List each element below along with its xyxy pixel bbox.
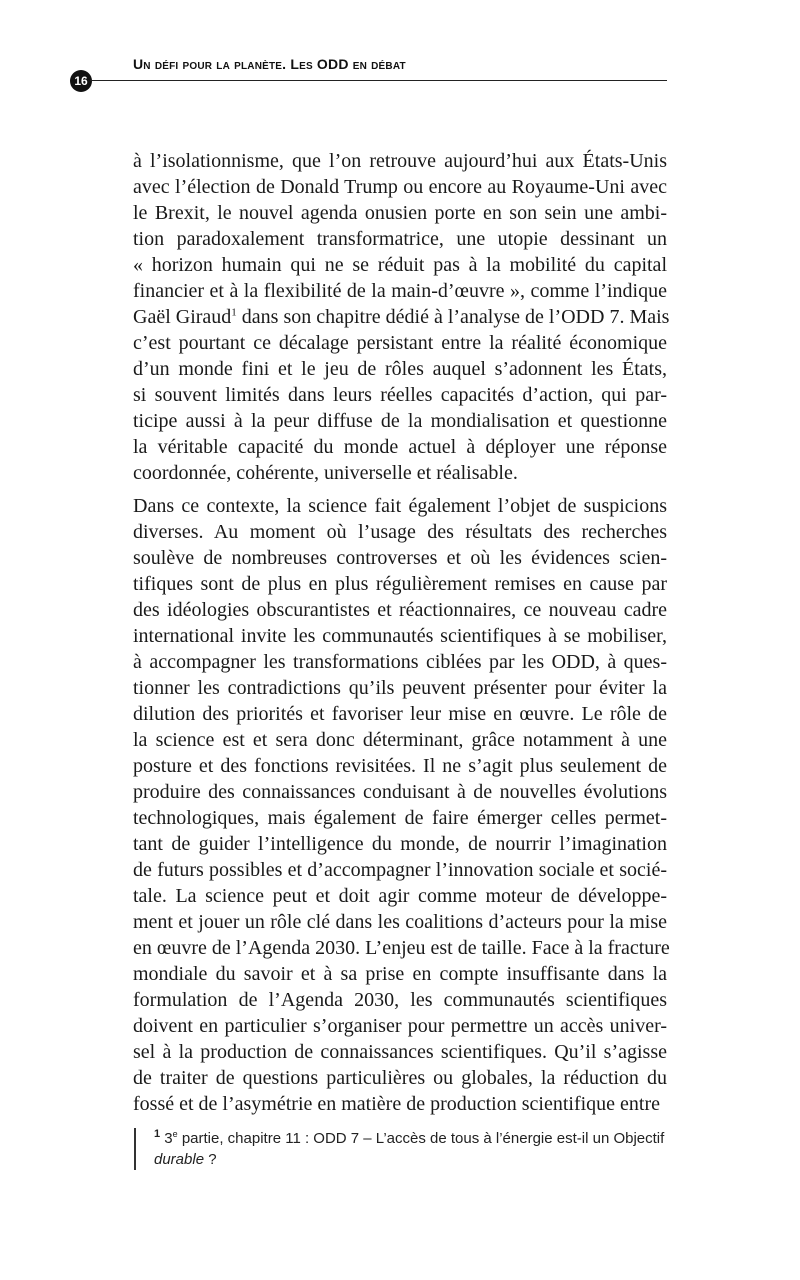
text-line: tale. La science peut et doit agir comme moteur de développe- <box>133 885 667 907</box>
paragraph <box>133 148 670 486</box>
text-line: « horizon humain qui ne se réduit pas à la mobilité du capital <box>133 254 667 276</box>
text-line: posture et des fonctions revisitées. Il ne s’agit plus seulement de <box>133 755 667 777</box>
text-line: ment et jouer un rôle clé dans les coalitions d’acteurs pour la mise <box>133 911 667 933</box>
text-line: en œuvre de l’Agenda 2030. L’enjeu est de taille. Face à la fracture <box>133 937 670 959</box>
text-line: le Brexit, le nouvel agenda onusien porte en son sein une ambi- <box>133 202 667 224</box>
text-line: coordonnée, cohérente, universelle et réalisable. <box>133 462 518 484</box>
text-line: tionner les contradictions qu’ils peuvent présenter pour éviter la <box>133 677 667 699</box>
text-line: tifiques sont de plus en plus régulièrement remises en cause par <box>133 573 667 595</box>
footnote-emphasis: durable <box>154 1151 205 1168</box>
text-line: à accompagner les transformations ciblées par les ODD, à ques- <box>133 651 667 673</box>
footnote-ordinal-suffix: e <box>172 1129 178 1139</box>
paragraph <box>133 493 670 1117</box>
text-line: avec l’élection de Donald Trump ou encore au Royaume-Uni avec <box>133 176 667 198</box>
text-line: c’est pourtant ce décalage persistant entre la réalité économique <box>133 332 667 354</box>
text-line: dilution des priorités et favoriser leur mise en œuvre. Le rôle de <box>133 703 667 725</box>
text-line: tant de guider l’intelligence du monde, de nourrir l’imagination <box>133 833 667 855</box>
text-line: Gaël Giraud$^1$ dans son chapitre dédié à l’analyse de l’ODD 7. Mais <box>133 306 670 328</box>
text-line: fossé et de l’asymétrie en matière de production scientifique entre <box>133 1093 661 1115</box>
text-line: de traiter de questions particulières ou globales, la réduction du <box>133 1067 667 1089</box>
text-line: d’un monde fini et le jeu de rôles auquel s’adonnent les États, <box>133 358 667 380</box>
footnote-ordinal: 3 <box>164 1130 173 1147</box>
footnote <box>134 1128 694 1170</box>
footnote-tail: ? <box>204 1151 217 1168</box>
body-text <box>133 148 670 1124</box>
text-line: doivent en particulier s’organiser pour permettre un accès univer- <box>133 1015 667 1037</box>
header-rule <box>90 80 667 81</box>
text-line: la science est et sera donc déterminant, grâce notamment à une <box>133 729 667 751</box>
text-line: formulation de l’Agenda 2030, les communautés scientifiques <box>133 989 667 1011</box>
text-line: produire des connaissances conduisant à de nouvelles évolutions <box>133 781 667 803</box>
text-line: à l’isolationnisme, que l’on retrouve aujourd’hui aux États-Unis <box>133 150 667 172</box>
text-line: soulève de nombreuses controverses et où les évidences scien- <box>133 547 667 569</box>
running-title: Un défi pour la planète. Les ODD en débat <box>133 56 406 72</box>
text-line: international invite les communautés scientifiques à se mobiliser, <box>133 625 667 647</box>
text-line: si souvent limités dans leurs réelles capacités d’action, qui par- <box>133 384 667 406</box>
text-line: Dans ce contexte, la science fait également l’objet de suspicions <box>133 495 667 517</box>
page-number: 16 <box>70 70 92 92</box>
text-line: tion paradoxalement transformatrice, une utopie dessinant un <box>133 228 667 250</box>
text-line: financier et à la flexibilité de la main-d’œuvre », comme l’indique <box>133 280 667 302</box>
text-line: mondiale du savoir et à sa prise en compte insuffisante dans la <box>133 963 667 985</box>
footnote-text: partie, chapitre 11 : ODD 7 – L’accès de tous à l’énergie est-il un Objectif <box>177 1130 665 1147</box>
text-line: technologiques, mais également de faire émerger celles permet- <box>133 807 667 829</box>
text-line: la véritable capacité du monde actuel à déployer une réponse <box>133 436 667 458</box>
footnote-number: 1 <box>154 1128 161 1140</box>
footnote-reference[interactable]: 1 <box>231 306 237 319</box>
text-line: diverses. Au moment où l’usage des résultats des recherches <box>133 521 667 543</box>
text-line: de futurs possibles et d’accompagner l’innovation sociale et socié- <box>133 859 667 881</box>
text-line: sel à la production de connaissances scientifiques. Qu’il s’agisse <box>133 1041 667 1063</box>
text-line: des idéologies obscurantistes et réactionnaires, ce nouveau cadre <box>133 599 667 621</box>
text-line: ticipe aussi à la peur diffuse de la mondialisation et questionne <box>133 410 667 432</box>
